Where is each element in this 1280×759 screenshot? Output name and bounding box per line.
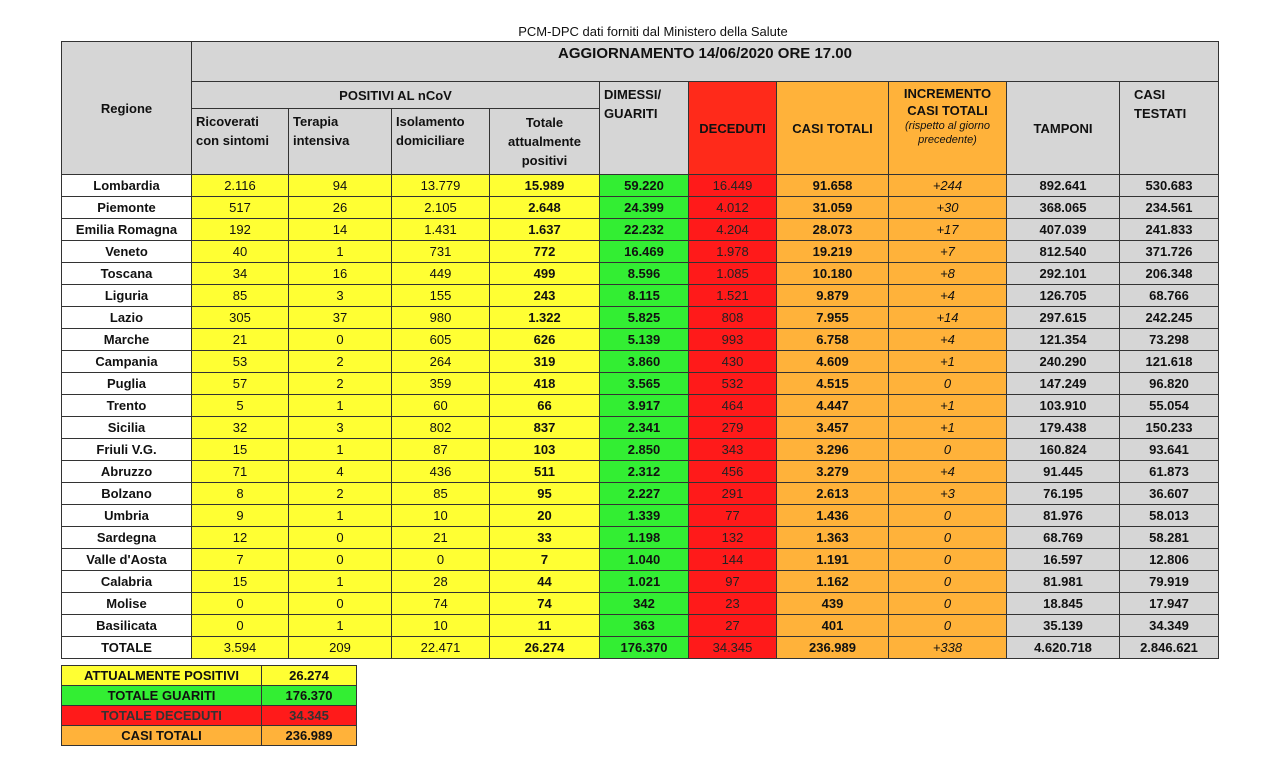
cell-isolamento: 264 (392, 351, 490, 373)
cell-dimessi: 1.198 (600, 527, 689, 549)
cell-regione: Lazio (62, 307, 192, 329)
cell-ricoverati: 71 (192, 461, 289, 483)
table-row (62, 197, 1219, 219)
cell-regione: Trento (62, 395, 192, 417)
header-update-title: AGGIORNAMENTO 14/06/2020 ORE 17.00 (192, 42, 1219, 82)
cell-casi-testati: 58.013 (1120, 505, 1219, 527)
cell-isolamento: 10 (392, 615, 490, 637)
summary-label: ATTUALMENTE POSITIVI (62, 666, 262, 686)
cell-deceduti: 1.085 (689, 263, 777, 285)
cell-incremento: +1 (889, 351, 1007, 373)
cell-regione: Puglia (62, 373, 192, 395)
cell-incremento: +7 (889, 241, 1007, 263)
cell-regione: Campania (62, 351, 192, 373)
cell-casi-testati: 242.245 (1120, 307, 1219, 329)
cell-deceduti: 291 (689, 483, 777, 505)
table-row (62, 461, 1219, 483)
cell-tamponi: 240.290 (1007, 351, 1120, 373)
covid-regions-table (61, 41, 1219, 659)
cell-terapia: 26 (289, 197, 392, 219)
cell-terapia: 209 (289, 637, 392, 659)
cell-casi-totali: 28.073 (777, 219, 889, 241)
table-row (62, 219, 1219, 241)
header-casi-testati: CASI TESTATI (1120, 82, 1219, 175)
cell-casi-totali: 31.059 (777, 197, 889, 219)
cell-dimessi: 22.232 (600, 219, 689, 241)
header-isolamento: Isolamento domiciliare (392, 109, 490, 175)
cell-tamponi: 147.249 (1007, 373, 1120, 395)
cell-ricoverati: 5 (192, 395, 289, 417)
cell-tamponi: 126.705 (1007, 285, 1120, 307)
cell-ricoverati: 305 (192, 307, 289, 329)
table-row (62, 373, 1219, 395)
cell-dimessi: 3.860 (600, 351, 689, 373)
cell-regione: Abruzzo (62, 461, 192, 483)
cell-ricoverati: 40 (192, 241, 289, 263)
cell-terapia: 4 (289, 461, 392, 483)
cell-tamponi: 892.641 (1007, 175, 1120, 197)
cell-casi-totali: 7.955 (777, 307, 889, 329)
cell-regione: Basilicata (62, 615, 192, 637)
header-regione: Regione (62, 42, 192, 175)
cell-terapia: 94 (289, 175, 392, 197)
cell-casi-totali: 401 (777, 615, 889, 637)
summary-value: 34.345 (262, 706, 357, 726)
cell-deceduti: 808 (689, 307, 777, 329)
cell-dimessi: 1.021 (600, 571, 689, 593)
cell-dimessi: 24.399 (600, 197, 689, 219)
cell-regione: Piemonte (62, 197, 192, 219)
cell-casi-testati: 34.349 (1120, 615, 1219, 637)
cell-casi-totali: 4.447 (777, 395, 889, 417)
cell-isolamento: 85 (392, 483, 490, 505)
cell-ricoverati: 192 (192, 219, 289, 241)
cell-totale-positivi: 511 (490, 461, 600, 483)
cell-incremento: 0 (889, 593, 1007, 615)
cell-terapia: 2 (289, 483, 392, 505)
cell-casi-totali: 2.613 (777, 483, 889, 505)
cell-casi-totali: 3.457 (777, 417, 889, 439)
cell-ricoverati: 3.594 (192, 637, 289, 659)
cell-totale-positivi: 15.989 (490, 175, 600, 197)
table-row (62, 505, 1219, 527)
cell-tamponi: 292.101 (1007, 263, 1120, 285)
cell-terapia: 3 (289, 417, 392, 439)
cell-dimessi: 3.917 (600, 395, 689, 417)
cell-isolamento: 605 (392, 329, 490, 351)
source-caption: PCM-DPC dati forniti dal Ministero della Salute (518, 24, 788, 39)
cell-dimessi: 342 (600, 593, 689, 615)
cell-terapia: 0 (289, 527, 392, 549)
cell-totale-positivi: 1.637 (490, 219, 600, 241)
table-row (62, 395, 1219, 417)
cell-tamponi: 160.824 (1007, 439, 1120, 461)
cell-dimessi: 2.312 (600, 461, 689, 483)
cell-deceduti: 1.978 (689, 241, 777, 263)
cell-ricoverati: 21 (192, 329, 289, 351)
cell-incremento: 0 (889, 571, 1007, 593)
summary-label: TOTALE DECEDUTI (62, 706, 262, 726)
header-incremento-label: INCREMENTO CASI TOTALI (903, 86, 992, 118)
cell-deceduti: 144 (689, 549, 777, 571)
cell-isolamento: 87 (392, 439, 490, 461)
cell-casi-testati: 93.641 (1120, 439, 1219, 461)
cell-regione: Valle d'Aosta (62, 549, 192, 571)
cell-casi-testati: 241.833 (1120, 219, 1219, 241)
cell-regione: Umbria (62, 505, 192, 527)
cell-incremento: +30 (889, 197, 1007, 219)
cell-isolamento: 980 (392, 307, 490, 329)
cell-regione: Sardegna (62, 527, 192, 549)
cell-incremento: +4 (889, 329, 1007, 351)
cell-incremento: +244 (889, 175, 1007, 197)
cell-deceduti: 27 (689, 615, 777, 637)
cell-terapia: 2 (289, 373, 392, 395)
cell-deceduti: 34.345 (689, 637, 777, 659)
cell-deceduti: 1.521 (689, 285, 777, 307)
header-tamponi: TAMPONI (1007, 82, 1120, 175)
header-dimessi: DIMESSI/ GUARITI (600, 82, 689, 175)
cell-incremento: 0 (889, 373, 1007, 395)
cell-casi-testati: 58.281 (1120, 527, 1219, 549)
cell-tamponi: 91.445 (1007, 461, 1120, 483)
cell-dimessi: 5.825 (600, 307, 689, 329)
cell-incremento: +4 (889, 461, 1007, 483)
cell-ricoverati: 34 (192, 263, 289, 285)
cell-dimessi: 1.040 (600, 549, 689, 571)
cell-incremento: +1 (889, 417, 1007, 439)
summary-row (62, 686, 357, 706)
cell-terapia: 0 (289, 593, 392, 615)
table-row (62, 483, 1219, 505)
cell-ricoverati: 53 (192, 351, 289, 373)
cell-regione: Emilia Romagna (62, 219, 192, 241)
cell-isolamento: 731 (392, 241, 490, 263)
cell-terapia: 1 (289, 571, 392, 593)
cell-casi-testati: 17.947 (1120, 593, 1219, 615)
cell-totale-positivi: 1.322 (490, 307, 600, 329)
cell-regione: Veneto (62, 241, 192, 263)
cell-ricoverati: 57 (192, 373, 289, 395)
cell-casi-testati: 2.846.621 (1120, 637, 1219, 659)
cell-casi-totali: 91.658 (777, 175, 889, 197)
cell-ricoverati: 0 (192, 593, 289, 615)
cell-ricoverati: 7 (192, 549, 289, 571)
cell-casi-testati: 68.766 (1120, 285, 1219, 307)
cell-totale-positivi: 772 (490, 241, 600, 263)
cell-dimessi: 3.565 (600, 373, 689, 395)
cell-tamponi: 81.981 (1007, 571, 1120, 593)
header-totale-positivi: Totale attualmente positivi (490, 109, 600, 175)
cell-regione: Marche (62, 329, 192, 351)
cell-tamponi: 407.039 (1007, 219, 1120, 241)
cell-totale-positivi: 418 (490, 373, 600, 395)
cell-incremento: 0 (889, 439, 1007, 461)
cell-tamponi: 35.139 (1007, 615, 1120, 637)
cell-totale-positivi: 2.648 (490, 197, 600, 219)
cell-deceduti: 16.449 (689, 175, 777, 197)
cell-incremento: 0 (889, 527, 1007, 549)
cell-incremento: +8 (889, 263, 1007, 285)
cell-isolamento: 74 (392, 593, 490, 615)
header-incremento-note: (rispetto al giorno precedente) (905, 120, 990, 146)
cell-casi-testati: 530.683 (1120, 175, 1219, 197)
cell-tamponi: 812.540 (1007, 241, 1120, 263)
cell-terapia: 3 (289, 285, 392, 307)
cell-deceduti: 430 (689, 351, 777, 373)
cell-casi-totali: 439 (777, 593, 889, 615)
cell-regione: Toscana (62, 263, 192, 285)
cell-totale-positivi: 7 (490, 549, 600, 571)
cell-isolamento: 22.471 (392, 637, 490, 659)
cell-casi-testati: 79.919 (1120, 571, 1219, 593)
cell-totale-positivi: 74 (490, 593, 600, 615)
cell-regione: TOTALE (62, 637, 192, 659)
cell-regione: Calabria (62, 571, 192, 593)
table-row (62, 307, 1219, 329)
cell-isolamento: 21 (392, 527, 490, 549)
cell-dimessi: 59.220 (600, 175, 689, 197)
cell-casi-testati: 61.873 (1120, 461, 1219, 483)
cell-tamponi: 103.910 (1007, 395, 1120, 417)
cell-totale-positivi: 499 (490, 263, 600, 285)
cell-incremento: +3 (889, 483, 1007, 505)
total-row (62, 637, 1219, 659)
cell-dimessi: 16.469 (600, 241, 689, 263)
cell-dimessi: 5.139 (600, 329, 689, 351)
cell-totale-positivi: 20 (490, 505, 600, 527)
cell-casi-totali: 1.436 (777, 505, 889, 527)
cell-isolamento: 359 (392, 373, 490, 395)
table-row (62, 571, 1219, 593)
cell-deceduti: 464 (689, 395, 777, 417)
cell-incremento: +14 (889, 307, 1007, 329)
cell-incremento: 0 (889, 505, 1007, 527)
cell-deceduti: 4.012 (689, 197, 777, 219)
cell-tamponi: 16.597 (1007, 549, 1120, 571)
cell-terapia: 2 (289, 351, 392, 373)
cell-totale-positivi: 33 (490, 527, 600, 549)
cell-deceduti: 4.204 (689, 219, 777, 241)
cell-terapia: 37 (289, 307, 392, 329)
cell-casi-totali: 1.162 (777, 571, 889, 593)
cell-isolamento: 10 (392, 505, 490, 527)
cell-incremento: +17 (889, 219, 1007, 241)
table-row (62, 549, 1219, 571)
cell-tamponi: 4.620.718 (1007, 637, 1120, 659)
cell-regione: Bolzano (62, 483, 192, 505)
cell-terapia: 0 (289, 329, 392, 351)
table-row (62, 285, 1219, 307)
cell-deceduti: 97 (689, 571, 777, 593)
cell-tamponi: 297.615 (1007, 307, 1120, 329)
cell-deceduti: 23 (689, 593, 777, 615)
header-ricoverati: Ricoverati con sintomi (192, 109, 289, 175)
cell-casi-totali: 10.180 (777, 263, 889, 285)
cell-casi-testati: 234.561 (1120, 197, 1219, 219)
cell-dimessi: 8.115 (600, 285, 689, 307)
summary-row (62, 666, 357, 686)
cell-casi-testati: 96.820 (1120, 373, 1219, 395)
cell-regione: Molise (62, 593, 192, 615)
cell-ricoverati: 12 (192, 527, 289, 549)
cell-deceduti: 993 (689, 329, 777, 351)
cell-casi-testati: 73.298 (1120, 329, 1219, 351)
cell-isolamento: 155 (392, 285, 490, 307)
cell-casi-testati: 121.618 (1120, 351, 1219, 373)
cell-casi-totali: 19.219 (777, 241, 889, 263)
header-casi-totali: CASI TOTALI (777, 82, 889, 175)
cell-ricoverati: 15 (192, 439, 289, 461)
cell-casi-totali: 4.515 (777, 373, 889, 395)
cell-tamponi: 76.195 (1007, 483, 1120, 505)
cell-regione: Sicilia (62, 417, 192, 439)
cell-totale-positivi: 95 (490, 483, 600, 505)
cell-ricoverati: 85 (192, 285, 289, 307)
summary-label: TOTALE GUARITI (62, 686, 262, 706)
cell-casi-testati: 150.233 (1120, 417, 1219, 439)
table-body (62, 175, 1219, 659)
cell-dimessi: 176.370 (600, 637, 689, 659)
table-row (62, 351, 1219, 373)
cell-tamponi: 368.065 (1007, 197, 1120, 219)
cell-casi-testati: 12.806 (1120, 549, 1219, 571)
cell-regione: Friuli V.G. (62, 439, 192, 461)
cell-casi-testati: 371.726 (1120, 241, 1219, 263)
table-row (62, 615, 1219, 637)
table-row (62, 263, 1219, 285)
cell-casi-totali: 1.363 (777, 527, 889, 549)
cell-casi-testati: 206.348 (1120, 263, 1219, 285)
cell-isolamento: 28 (392, 571, 490, 593)
header-deceduti: DECEDUTI (689, 82, 777, 175)
cell-totale-positivi: 626 (490, 329, 600, 351)
cell-totale-positivi: 44 (490, 571, 600, 593)
cell-totale-positivi: 243 (490, 285, 600, 307)
cell-dimessi: 2.850 (600, 439, 689, 461)
cell-isolamento: 802 (392, 417, 490, 439)
cell-regione: Liguria (62, 285, 192, 307)
cell-isolamento: 1.431 (392, 219, 490, 241)
cell-ricoverati: 9 (192, 505, 289, 527)
cell-dimessi: 1.339 (600, 505, 689, 527)
cell-ricoverati: 15 (192, 571, 289, 593)
cell-deceduti: 456 (689, 461, 777, 483)
cell-casi-totali: 1.191 (777, 549, 889, 571)
cell-isolamento: 60 (392, 395, 490, 417)
cell-totale-positivi: 319 (490, 351, 600, 373)
table-row (62, 329, 1219, 351)
summary-value: 176.370 (262, 686, 357, 706)
cell-tamponi: 81.976 (1007, 505, 1120, 527)
cell-deceduti: 343 (689, 439, 777, 461)
summary-row (62, 726, 357, 746)
summary-value: 26.274 (262, 666, 357, 686)
cell-tamponi: 121.354 (1007, 329, 1120, 351)
summary-row (62, 706, 357, 726)
cell-terapia: 1 (289, 439, 392, 461)
summary-value: 236.989 (262, 726, 357, 746)
cell-totale-positivi: 837 (490, 417, 600, 439)
cell-casi-totali: 6.758 (777, 329, 889, 351)
table-row (62, 527, 1219, 549)
cell-isolamento: 13.779 (392, 175, 490, 197)
cell-casi-testati: 36.607 (1120, 483, 1219, 505)
table-row (62, 417, 1219, 439)
table-row (62, 439, 1219, 461)
cell-terapia: 1 (289, 505, 392, 527)
cell-deceduti: 532 (689, 373, 777, 395)
cell-casi-totali: 236.989 (777, 637, 889, 659)
cell-isolamento: 436 (392, 461, 490, 483)
cell-ricoverati: 0 (192, 615, 289, 637)
cell-dimessi: 2.341 (600, 417, 689, 439)
cell-terapia: 1 (289, 395, 392, 417)
cell-terapia: 0 (289, 549, 392, 571)
cell-ricoverati: 8 (192, 483, 289, 505)
cell-dimessi: 8.596 (600, 263, 689, 285)
cell-casi-testati: 55.054 (1120, 395, 1219, 417)
cell-terapia: 16 (289, 263, 392, 285)
cell-casi-totali: 4.609 (777, 351, 889, 373)
header-incremento (889, 82, 1007, 175)
cell-ricoverati: 32 (192, 417, 289, 439)
cell-casi-totali: 3.279 (777, 461, 889, 483)
header-positivi: POSITIVI AL nCoV (192, 82, 600, 109)
cell-incremento: +1 (889, 395, 1007, 417)
cell-isolamento: 2.105 (392, 197, 490, 219)
cell-tamponi: 179.438 (1007, 417, 1120, 439)
cell-deceduti: 77 (689, 505, 777, 527)
cell-casi-totali: 3.296 (777, 439, 889, 461)
header-terapia: Terapia intensiva (289, 109, 392, 175)
cell-deceduti: 279 (689, 417, 777, 439)
cell-isolamento: 0 (392, 549, 490, 571)
cell-regione: Lombardia (62, 175, 192, 197)
summary-table (61, 665, 357, 746)
cell-terapia: 14 (289, 219, 392, 241)
cell-deceduti: 132 (689, 527, 777, 549)
table-row (62, 593, 1219, 615)
cell-incremento: +338 (889, 637, 1007, 659)
cell-ricoverati: 517 (192, 197, 289, 219)
table-row (62, 175, 1219, 197)
cell-totale-positivi: 103 (490, 439, 600, 461)
table-row (62, 241, 1219, 263)
cell-terapia: 1 (289, 615, 392, 637)
cell-isolamento: 449 (392, 263, 490, 285)
cell-terapia: 1 (289, 241, 392, 263)
cell-totale-positivi: 26.274 (490, 637, 600, 659)
cell-tamponi: 18.845 (1007, 593, 1120, 615)
cell-incremento: +4 (889, 285, 1007, 307)
cell-totale-positivi: 11 (490, 615, 600, 637)
cell-dimessi: 363 (600, 615, 689, 637)
cell-ricoverati: 2.116 (192, 175, 289, 197)
cell-dimessi: 2.227 (600, 483, 689, 505)
cell-tamponi: 68.769 (1007, 527, 1120, 549)
summary-label: CASI TOTALI (62, 726, 262, 746)
cell-totale-positivi: 66 (490, 395, 600, 417)
cell-incremento: 0 (889, 615, 1007, 637)
cell-incremento: 0 (889, 549, 1007, 571)
cell-casi-totali: 9.879 (777, 285, 889, 307)
